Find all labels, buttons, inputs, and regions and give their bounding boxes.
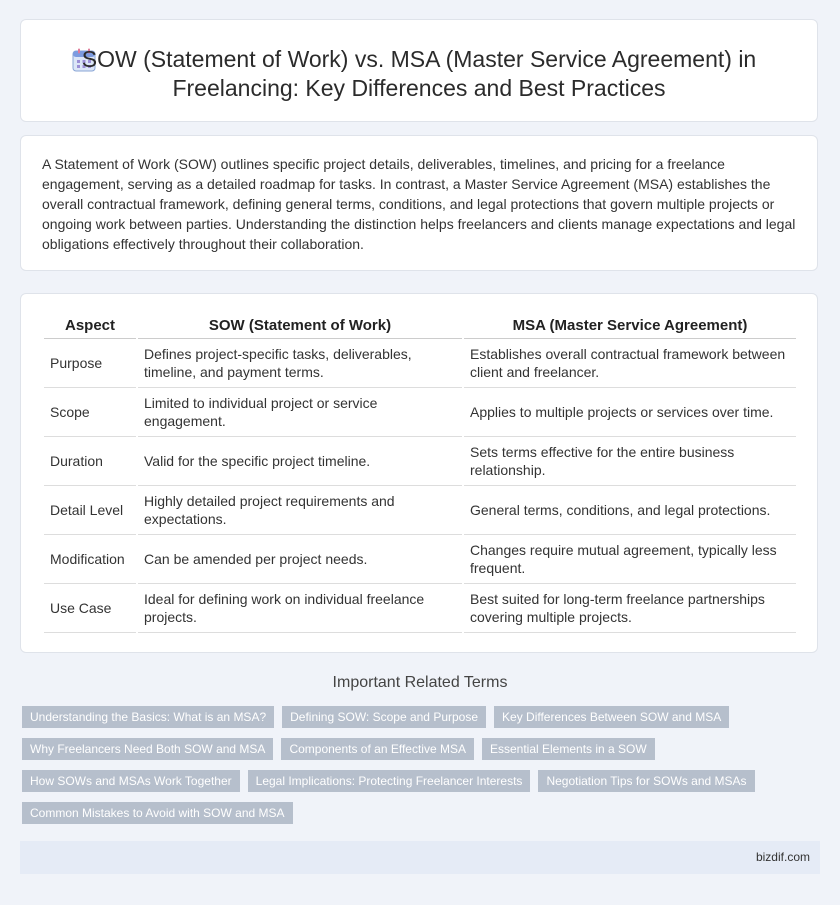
- comparison-table: [42, 312, 798, 633]
- cell-msa: Changes require mutual agreement, typically less frequent.: [464, 535, 796, 584]
- related-term-link[interactable]: Common Mistakes to Avoid with SOW and MSA: [22, 802, 293, 824]
- related-term-link[interactable]: How SOWs and MSAs Work Together: [22, 770, 240, 792]
- header-aspect: Aspect: [44, 312, 136, 339]
- intro-card: [20, 135, 818, 271]
- cell-aspect: Duration: [44, 437, 136, 486]
- cell-sow: Can be amended per project needs.: [138, 535, 462, 584]
- related-term-link[interactable]: Understanding the Basics: What is an MSA?: [22, 706, 274, 728]
- table-row: [44, 437, 796, 486]
- footer: [20, 841, 820, 874]
- page-title: SOW (Statement of Work) vs. MSA (Master Service Agreement) in Freelancing: Key Differences and Best Practices: [81, 46, 757, 101]
- related-terms-list: [22, 706, 782, 824]
- cell-aspect: Scope: [44, 388, 136, 437]
- cell-aspect: Purpose: [44, 339, 136, 388]
- cell-sow: Ideal for defining work on individual freelance projects.: [138, 584, 462, 633]
- cell-sow: Defines project-specific tasks, deliverables, timeline, and payment terms.: [138, 339, 462, 388]
- related-term-link[interactable]: Legal Implications: Protecting Freelancer Interests: [248, 770, 531, 792]
- header-sow: SOW (Statement of Work): [138, 312, 462, 339]
- cell-sow: Limited to individual project or service engagement.: [138, 388, 462, 437]
- cell-aspect: Modification: [44, 535, 136, 584]
- table-row: [44, 535, 796, 584]
- cell-msa: General terms, conditions, and legal protections.: [464, 486, 796, 535]
- header-msa: MSA (Master Service Agreement): [464, 312, 796, 339]
- cell-aspect: Use Case: [44, 584, 136, 633]
- cell-msa: Best suited for long-term freelance partnerships covering multiple projects.: [464, 584, 796, 633]
- related-term-link[interactable]: Essential Elements in a SOW: [482, 738, 655, 760]
- table-row: [44, 486, 796, 535]
- cell-msa: Sets terms effective for the entire business relationship.: [464, 437, 796, 486]
- table-row: [44, 339, 796, 388]
- related-term-link[interactable]: Defining SOW: Scope and Purpose: [282, 706, 486, 728]
- title-card: [20, 19, 818, 122]
- cell-msa: Applies to multiple projects or services over time.: [464, 388, 796, 437]
- related-term-link[interactable]: Negotiation Tips for SOWs and MSAs: [538, 770, 754, 792]
- table-row: [44, 388, 796, 437]
- related-term-link[interactable]: Key Differences Between SOW and MSA: [494, 706, 729, 728]
- comparison-card: [20, 293, 818, 653]
- related-term-link[interactable]: Why Freelancers Need Both SOW and MSA: [22, 738, 273, 760]
- footer-site-link[interactable]: bizdif.com: [755, 850, 810, 864]
- cell-aspect: Detail Level: [44, 486, 136, 535]
- related-terms-heading: Important Related Terms: [332, 674, 508, 691]
- table-row: [44, 584, 796, 633]
- cell-msa: Establishes overall contractual framework between client and freelancer.: [464, 339, 796, 388]
- related-term-link[interactable]: Components of an Effective MSA: [281, 738, 474, 760]
- table-header-row: [44, 312, 796, 339]
- cell-sow: Valid for the specific project timeline.: [138, 437, 462, 486]
- cell-sow: Highly detailed project requirements and expectations.: [138, 486, 462, 535]
- intro-paragraph: A Statement of Work (SOW) outlines specific project details, deliverables, timelines, and pricing for a freelance engagement, serving as a detailed roadmap for tasks. In contrast, a Master Service Agreement (MSA) establishes the overall contractual framework, defining general terms, conditions, and legal protections that govern multiple projects or ongoing work between parties. Understanding the distinction helps freelancers and clients manage expectations and legal obligations effectively throughout their collaboration.: [42, 156, 796, 252]
